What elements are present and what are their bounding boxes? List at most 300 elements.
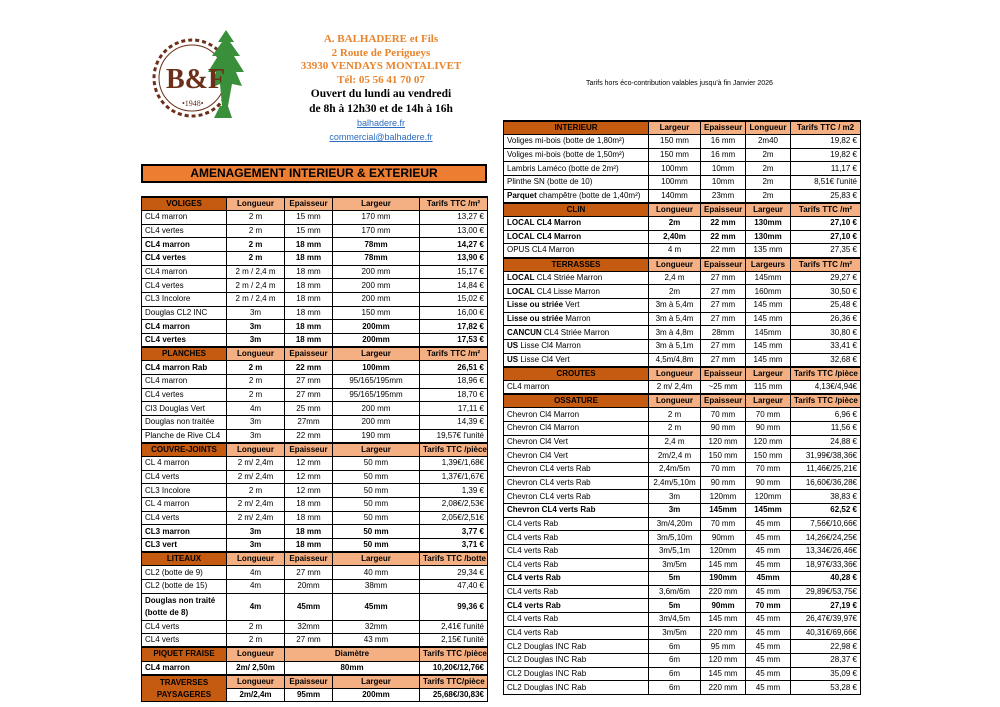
width-value: 170 mm (333, 211, 420, 225)
width-value: 100mm (333, 361, 420, 375)
table-row (504, 490, 861, 504)
thickness-value: 12 mm (285, 484, 333, 498)
width-value: 50 mm (333, 470, 420, 484)
product-name: CL4 verts (142, 470, 227, 484)
dimension-value: 2 m (227, 388, 285, 402)
thickness-value: 95 mm (701, 640, 746, 654)
column-header: Tarifs TTC /pièce (791, 394, 861, 408)
dimension-value: 2m/2,4m (227, 688, 285, 702)
width-value: 45 mm (746, 667, 791, 681)
table-row (504, 285, 861, 299)
table-row (142, 484, 488, 498)
price-value: 15,02 € (420, 293, 488, 307)
thickness-value: 28mm (701, 326, 746, 340)
product-name: Chevron Cl4 Vert (504, 435, 649, 449)
thickness-value: 220 mm (701, 681, 746, 695)
company-phone: Tél: 05 56 41 70 07 (337, 73, 425, 86)
dimension-value: 3m/5,1m (649, 544, 701, 558)
thickness-value: 12 mm (285, 470, 333, 484)
thickness-value: 18 mm (285, 334, 333, 348)
table-row (504, 217, 861, 231)
opening-hours-times: de 8h à 12h30 et de 14h à 16h (309, 102, 453, 115)
column-header: Epaisseur (285, 347, 333, 361)
table-row (504, 135, 861, 149)
table-row (504, 340, 861, 354)
width-value: 145 mm (746, 340, 791, 354)
price-value: 29,27 € (791, 271, 861, 285)
dimension-value: 2 m (227, 375, 285, 389)
table-row (142, 620, 488, 634)
product-name: CL4 vertes (142, 252, 227, 266)
width-value: 43 mm (333, 634, 420, 648)
product-name: LOCAL CL4 Marron (504, 230, 649, 244)
company-city: 33930 VENDAYS MONTALIVET (300, 60, 462, 72)
width-value: 160mm (746, 285, 791, 299)
dimension-value: 3m (227, 429, 285, 443)
price-value: 26,36 € (791, 312, 861, 326)
dimension-value: 2m/2,4 m (649, 449, 701, 463)
column-header: Longueur (649, 394, 701, 408)
table-row (504, 421, 861, 435)
table-row (142, 293, 488, 307)
company-info (296, 33, 466, 144)
price-value: 18,70 € (420, 388, 488, 402)
width-value: 50 mm (333, 456, 420, 470)
table-row (504, 462, 861, 476)
dimension-value: 4m (227, 566, 285, 580)
width-value: 190 mm (333, 429, 420, 443)
left-price-table (141, 196, 488, 702)
table-row (142, 320, 488, 334)
table-row (142, 361, 488, 375)
product-name: CL4 marron (142, 661, 227, 675)
width-value: 200mm (333, 320, 420, 334)
dimension-value: 140mm (649, 189, 701, 203)
thickness-value: 12 mm (285, 456, 333, 470)
column-header: Tarifs TTC / m2 (791, 121, 861, 135)
product-name: Voliges mi-bois (botte de 1,80m²) (504, 135, 649, 149)
width-value: 45 mm (746, 544, 791, 558)
table-row (504, 640, 861, 654)
price-value: 2,08€/2,53€ (420, 497, 488, 511)
thickness-value: 22 mm (285, 361, 333, 375)
dimension-value: 2 m/ 2,4m (227, 511, 285, 525)
table-row (504, 449, 861, 463)
table-row (142, 402, 488, 416)
width-value: 70 mm (746, 599, 791, 613)
price-value: 8,51€ l'unité (791, 176, 861, 190)
width-value: 50 mm (333, 538, 420, 552)
column-header: Longueur (227, 347, 285, 361)
column-header: Epaisseur (701, 258, 746, 272)
width-value: 200 mm (333, 279, 420, 293)
thickness-value: 18 mm (285, 238, 333, 252)
dimension-value: 2 m (227, 634, 285, 648)
product-name: CL4 marron (142, 211, 227, 225)
product-name: CL2 (botte de 15) (142, 579, 227, 593)
table-row (142, 456, 488, 470)
width-value: 200 mm (333, 402, 420, 416)
column-header: Longueur (227, 647, 285, 661)
table-row (504, 558, 861, 572)
thickness-value: 18 mm (285, 293, 333, 307)
thickness-value: 18 mm (285, 511, 333, 525)
table-row (504, 654, 861, 668)
logo-year: •1948• (182, 99, 204, 108)
price-value: 16,60€/36,28€ (791, 476, 861, 490)
price-value: 26,51 € (420, 361, 488, 375)
table-row (504, 599, 861, 613)
price-value: 31,99€/38,36€ (791, 449, 861, 463)
column-header: Epaisseur (701, 121, 746, 135)
table-row (504, 312, 861, 326)
width-value: 38mm (333, 579, 420, 593)
product-name: CL4 verts (142, 620, 227, 634)
length-value: 2m/ 2,50m (227, 661, 285, 675)
product-name: Chevron CL4 verts Rab (504, 462, 649, 476)
column-header: Largeur (333, 443, 420, 457)
right-price-table (503, 120, 861, 695)
width-value: 200 mm (333, 293, 420, 307)
price-value: 11,46€/25,21€ (791, 462, 861, 476)
price-value: 30,50 € (791, 285, 861, 299)
price-value: 18,96 € (420, 375, 488, 389)
price-value: 19,82 € (791, 135, 861, 149)
dimension-value: 3m à 4,8m (649, 326, 701, 340)
dimension-value: 3,6m/6m (649, 585, 701, 599)
dimension-value: 3m (227, 416, 285, 430)
thickness-value: 70 mm (701, 517, 746, 531)
dimension-value: 6m (649, 640, 701, 654)
width-value: 90 mm (746, 421, 791, 435)
column-header: Epaisseur (285, 197, 333, 211)
table-row (142, 634, 488, 648)
column-header: Longueur (227, 197, 285, 211)
width-value: 78mm (333, 252, 420, 266)
column-header: Tarifs TTC/pièce (420, 675, 488, 689)
section-header (142, 552, 488, 566)
product-name: Lambris Laméco (botte de 2m²) (504, 162, 649, 176)
dimension-value: 2,40m (649, 230, 701, 244)
price-value: 1,39€/1,68€ (420, 456, 488, 470)
price-value: 11,17 € (791, 162, 861, 176)
column-header: Largeur (333, 552, 420, 566)
table-row (504, 544, 861, 558)
width-value: 95/165/195mm (333, 375, 420, 389)
price-value: 29,34 € (420, 566, 488, 580)
width-value: 200mm (333, 688, 420, 702)
dimension-value: 2,4 m (649, 271, 701, 285)
thickness-value: 15 mm (285, 211, 333, 225)
price-value: 14,39 € (420, 416, 488, 430)
product-name: CL4 marron (142, 375, 227, 389)
column-header: Largeur (333, 675, 420, 689)
product-name: CL 4 marron (142, 456, 227, 470)
table-row (504, 408, 861, 422)
product-name: LOCAL CL4 Lisse Marron (504, 285, 649, 299)
website-link[interactable]: balhadere.fr (356, 118, 406, 128)
table-row (142, 416, 488, 430)
product-name: LOCAL CL4 Striée Marron (504, 271, 649, 285)
thickness-value: 27 mm (285, 388, 333, 402)
width-value: 45 mm (746, 585, 791, 599)
thickness-value: 90 mm (701, 421, 746, 435)
column-header: Epaisseur (285, 552, 333, 566)
product-name: CL3 Incolore (142, 293, 227, 307)
product-name: CL2 (botte de 9) (142, 566, 227, 580)
width-value: 50 mm (333, 497, 420, 511)
product-name: US Lisse Cl4 Vert (504, 353, 649, 367)
thickness-value: 25 mm (285, 402, 333, 416)
dimension-value: 3m/4,20m (649, 517, 701, 531)
section-header (142, 443, 488, 457)
thickness-value: 18 mm (285, 265, 333, 279)
dimension-value: 2 m (227, 224, 285, 238)
column-header: Diamètre (285, 647, 420, 661)
table-row (142, 661, 488, 675)
thickness-value: 190mm (701, 572, 746, 586)
product-name: CL 4 marron (142, 497, 227, 511)
section-title: LITEAUX (142, 552, 227, 566)
width-value: 145 mm (746, 353, 791, 367)
table-row (142, 265, 488, 279)
product-name: Planche de Rive CL4 (142, 429, 227, 443)
opening-hours-days: Ouvert du lundi au vendredi (310, 88, 452, 100)
width-value: 115 mm (746, 380, 791, 394)
dimension-value: 2 m (227, 238, 285, 252)
width-value: 50 mm (333, 511, 420, 525)
width-value: 45mm (333, 593, 420, 620)
column-header: Epaisseur (285, 675, 333, 689)
price-value: 40,28 € (791, 572, 861, 586)
dimension-value: 100mm (649, 176, 701, 190)
dimension-value: 2 m / 2,4 m (227, 265, 285, 279)
dimension-value: 6m (649, 681, 701, 695)
product-name: CL4 verts Rab (504, 572, 649, 586)
product-name: CL4 vertes (142, 334, 227, 348)
thickness-value: 145 mm (701, 667, 746, 681)
price-value: 35,09 € (791, 667, 861, 681)
price-value: 27,19 € (791, 599, 861, 613)
thickness-value: 22 mm (701, 230, 746, 244)
width-value: 145mm (746, 503, 791, 517)
price-value: 19,82 € (791, 148, 861, 162)
price-value: 25,83 € (791, 189, 861, 203)
dimension-value: 3m (227, 334, 285, 348)
thickness-value: 70 mm (701, 462, 746, 476)
section-header (504, 367, 861, 381)
price-value: 40,31€/69,66€ (791, 626, 861, 640)
product-name: CL4 verts Rab (504, 613, 649, 627)
column-header: Tarifs TTC /pièce (420, 443, 488, 457)
table-row (504, 148, 861, 162)
table-row (504, 326, 861, 340)
dimension-value: 2m (649, 217, 701, 231)
dimension-value: 2,4m/5m (649, 462, 701, 476)
dimension-value: 2 m (649, 408, 701, 422)
product-name: Voliges mi-bois (botte de 1,50m²) (504, 148, 649, 162)
column-header: Longueur (649, 258, 701, 272)
thickness-value: 27 mm (701, 285, 746, 299)
column-header: Longueur (649, 203, 701, 217)
width-value: 200mm (333, 334, 420, 348)
thickness-value: 18 mm (285, 252, 333, 266)
width-value: 70 mm (746, 408, 791, 422)
section-header (142, 647, 488, 661)
price-value: 29,89€/53,75€ (791, 585, 861, 599)
price-value: 17,53 € (420, 334, 488, 348)
width-value: 200 mm (333, 416, 420, 430)
width-value: 45 mm (746, 613, 791, 627)
column-header: Tarifs TTC /m² (420, 197, 488, 211)
dimension-value: 2 m/ 2,4m (227, 497, 285, 511)
price-value: 19,57€ l'unité (420, 429, 488, 443)
price-value: 24,88 € (791, 435, 861, 449)
column-header: Largeurs (746, 258, 791, 272)
price-value: 53,28 € (791, 681, 861, 695)
table-row (142, 511, 488, 525)
thickness-value: 18 mm (285, 497, 333, 511)
company-logo (148, 26, 256, 124)
price-value: 11,56 € (791, 421, 861, 435)
table-row (504, 189, 861, 203)
table-row (504, 435, 861, 449)
dimension-value: 2,4m/5,10m (649, 476, 701, 490)
product-name: CL3 Incolore (142, 484, 227, 498)
product-name: CL4 verts Rab (504, 585, 649, 599)
product-name: CANCUN CL4 Striée Marron (504, 326, 649, 340)
price-value: 7,56€/10,66€ (791, 517, 861, 531)
section-title: PLANCHES (142, 347, 227, 361)
width-value: 135 mm (746, 244, 791, 258)
product-name: US Lisse Cl4 Marron (504, 340, 649, 354)
dimension-value: 2 m (227, 361, 285, 375)
price-value: 6,96 € (791, 408, 861, 422)
price-value: 27,35 € (791, 244, 861, 258)
price-value: 25,68€/30,83€ (420, 688, 488, 702)
width-value: 145 mm (746, 299, 791, 313)
width-value: 130mm (746, 230, 791, 244)
product-name: CL4 verts Rab (504, 558, 649, 572)
product-name: CL3 marron (142, 525, 227, 539)
price-value: 13,00 € (420, 224, 488, 238)
dimension-value: 150 mm (649, 148, 701, 162)
email-link[interactable]: commercial@balhadere.fr (329, 132, 433, 142)
thickness-value: 145 mm (701, 558, 746, 572)
product-name: CL4 marron (142, 265, 227, 279)
table-row (504, 230, 861, 244)
section-title: TERRASSES (504, 258, 649, 272)
thickness-value: 27 mm (285, 566, 333, 580)
page-banner: AMENAGEMENT INTERIEUR & EXTERIEUR (141, 164, 487, 183)
thickness-value: 18 mm (285, 320, 333, 334)
width-value: 45 mm (746, 531, 791, 545)
price-value: 17,11 € (420, 402, 488, 416)
product-name: CL4 verts Rab (504, 599, 649, 613)
table-row (504, 244, 861, 258)
product-name: Lisse ou striée Marron (504, 312, 649, 326)
table-row (142, 429, 488, 443)
column-header: Tarifs TTC /m² (791, 258, 861, 272)
thickness-value: 27 mm (701, 340, 746, 354)
section-title: CLIN (504, 203, 649, 217)
product-name: Douglas non traitée (142, 416, 227, 430)
dimension-value: 4m (227, 593, 285, 620)
dimension-value: 3m (227, 525, 285, 539)
thickness-value: 90 mm (701, 476, 746, 490)
product-name: CL4 vertes (142, 224, 227, 238)
section-title: PIQUET FRAISE (142, 647, 227, 661)
thickness-value: 150 mm (701, 449, 746, 463)
thickness-value: 18 mm (285, 525, 333, 539)
diameter-value: 80mm (285, 661, 420, 675)
width-value: 2m (746, 189, 791, 203)
table-row (142, 279, 488, 293)
price-value: 28,37 € (791, 654, 861, 668)
width-value: 145mm (746, 326, 791, 340)
column-header: Longueur (746, 121, 791, 135)
table-row (504, 271, 861, 285)
price-value: 4,13€/4,94€ (791, 380, 861, 394)
thickness-value: 18 mm (285, 306, 333, 320)
product-name: CL4 marron (504, 380, 649, 394)
width-value: 45 mm (746, 681, 791, 695)
dimension-value: 3m/5m (649, 626, 701, 640)
dimension-value: 3m (227, 306, 285, 320)
product-name: CL4 verts Rab (504, 544, 649, 558)
thickness-value: 145mm (701, 503, 746, 517)
column-header: Largeur (746, 367, 791, 381)
dimension-value: 2,4 m (649, 435, 701, 449)
width-value: 32mm (333, 620, 420, 634)
width-value: 70 mm (746, 462, 791, 476)
table-row (504, 585, 861, 599)
width-value: 200 mm (333, 265, 420, 279)
width-value: 2m (746, 162, 791, 176)
dimension-value: 4m (227, 402, 285, 416)
product-name: CL4 verts Rab (504, 626, 649, 640)
width-value: 45mm (746, 572, 791, 586)
table-row (142, 334, 488, 348)
width-value: 150 mm (746, 449, 791, 463)
width-value: 40 mm (333, 566, 420, 580)
thickness-value: 220 mm (701, 626, 746, 640)
price-value: 2,15€ l'unité (420, 634, 488, 648)
width-value: 150 mm (333, 306, 420, 320)
column-header: Largeur (649, 121, 701, 135)
thickness-value: 10mm (701, 176, 746, 190)
price-value: 25,48 € (791, 299, 861, 313)
section-title: VOLIGES (142, 197, 227, 211)
dimension-value: 2m (649, 285, 701, 299)
width-value: 95/165/195mm (333, 388, 420, 402)
width-value: 50 mm (333, 525, 420, 539)
product-name: Lisse ou striée Vert (504, 299, 649, 313)
table-row (504, 517, 861, 531)
table-row (142, 211, 488, 225)
product-name: CL4 verts Rab (504, 531, 649, 545)
width-value: 90 mm (746, 476, 791, 490)
thickness-value: 27 mm (285, 375, 333, 389)
product-name: OPUS CL4 Marron (504, 244, 649, 258)
product-name: Chevron CL4 verts Rab (504, 503, 649, 517)
product-name: CL4 marron Rab (142, 361, 227, 375)
dimension-value: 2 m (227, 252, 285, 266)
price-value: 30,80 € (791, 326, 861, 340)
dimension-value: 6m (649, 654, 701, 668)
price-value: 14,26€/24,25€ (791, 531, 861, 545)
column-header: Epaisseur (701, 394, 746, 408)
